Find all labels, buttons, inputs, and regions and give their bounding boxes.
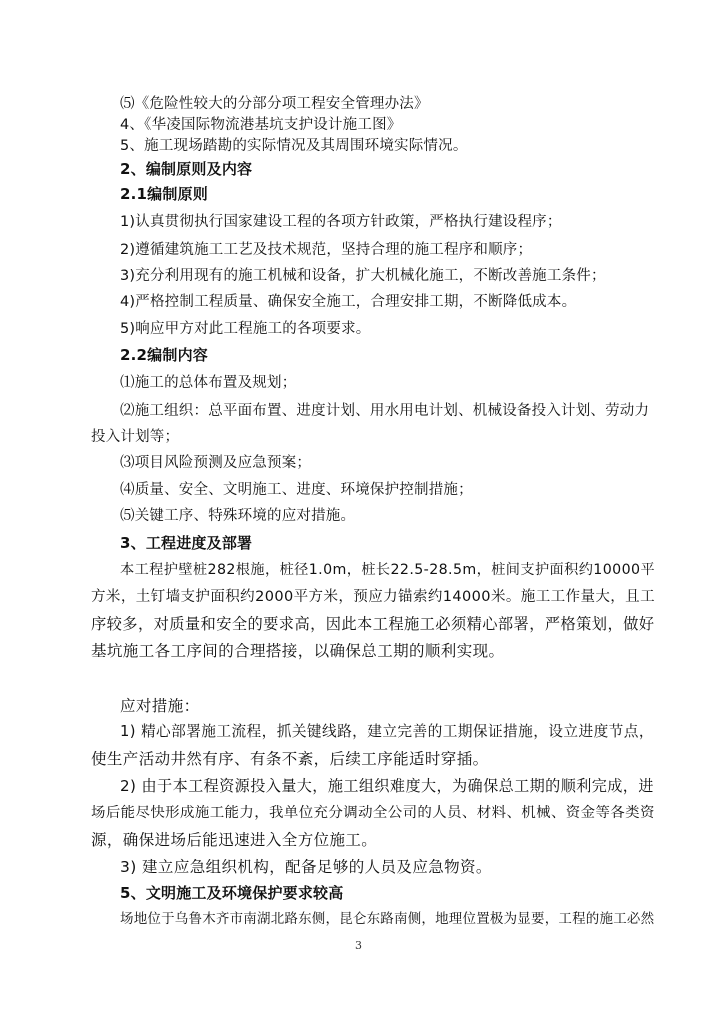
ref-item-5: ⑸《危险性较大的分部分项工程安全管理办法》 (120, 96, 429, 112)
content-item-3: ⑶项目风险预测及应急预案； (120, 455, 312, 471)
principle-item-1: 1)认真贯彻执行国家建设工程的各项方针政策，严格执行建设程序； (120, 214, 562, 230)
page-number: 3 (355, 939, 362, 952)
principle-item-4: 4)严格控制工程质量、确保安全施工，合理安排工期，不断降低成本。 (120, 294, 577, 310)
measure-2-line-3: 源，确保进场后能迅速进入全方位施工。 (91, 831, 378, 849)
measure-2-line-1: 2) 由于本工程资源投入量大，施工组织难度大，为确保总工期的顺利完成，进 (120, 777, 654, 795)
subsection-heading-2-1: 2.1编制原则 (120, 185, 208, 203)
section-heading-5: 5、文明施工及环境保护要求较高 (120, 884, 344, 902)
measure-3: 3) 建立应急组织机构，配备足够的人员及应急物资。 (120, 858, 492, 876)
measure-1-line-2: 使生产活动井然有序、有条不紊，后续工序能适时穿插。 (91, 750, 489, 768)
progress-paragraph-line-1: 本工程护壁桩282根施，桩径1.0m，桩长22.5-28.5m，桩间支护面积约10000平 (120, 562, 656, 578)
content-item-2-cont: 投入计划等； (91, 429, 180, 445)
principle-item-5: 5)响应甲方对此工程施工的各项要求。 (120, 321, 371, 337)
section-heading-2: 2、编制原则及内容 (120, 160, 253, 178)
measures-label: 应对措施： (120, 697, 200, 715)
content-item-5: ⑸关键工序、特殊环境的应对措施。 (120, 508, 356, 524)
site-paragraph-line-1: 场地位于乌鲁木齐市南湖北路东侧，昆仑东路南侧，地理位置极为显要，工程的施工必然 (120, 911, 655, 927)
section-heading-3: 3、工程进度及部署 (120, 534, 253, 552)
principle-item-3: 3)充分利用现有的施工机械和设备，扩大机械化施工，不断改善施工条件； (120, 268, 606, 284)
subsection-heading-2-2: 2.2编制内容 (120, 346, 208, 364)
content-item-4: ⑷质量、安全、文明施工、进度、环境保护控制措施； (120, 482, 473, 498)
progress-paragraph-line-2: 方米，土钉墙支护面积约2000平方米，预应力锚索约14000米。施工工作量大，且工 (91, 589, 656, 605)
principle-item-2: 2)遵循建筑施工工艺及技术规范，坚持合理的施工程序和顺序； (120, 242, 533, 258)
measure-2-line-2: 场后能尽快形成施工能力，我单位充分调动全公司的人员、材料、机械、资金等各类资 (91, 805, 655, 821)
progress-paragraph-line-4: 基坑施工各工序间的合理搭接，以确保总工期的顺利实现。 (91, 642, 505, 660)
progress-paragraph-line-3: 序较多，对质量和安全的要求高，因此本工程施工必须精心部署，严格策划，做好 (91, 615, 655, 633)
content-item-2: ⑵施工组织：总平面布置、进度计划、用水用电计划、机械设备投入计划、劳动力 (120, 403, 650, 419)
ref-item-4: 4、《华凌国际物流港基坑支护设计施工图》 (120, 117, 402, 133)
content-item-1: ⑴施工的总体布置及规划； (120, 375, 297, 391)
measure-1-line-1: 1) 精心部署施工流程，抓关键线路，建立完善的工期保证措施，设立进度节点， (120, 723, 654, 740)
ref-item-5b: 5、施工现场踏勘的实际情况及其周围环境实际情况。 (120, 138, 468, 154)
